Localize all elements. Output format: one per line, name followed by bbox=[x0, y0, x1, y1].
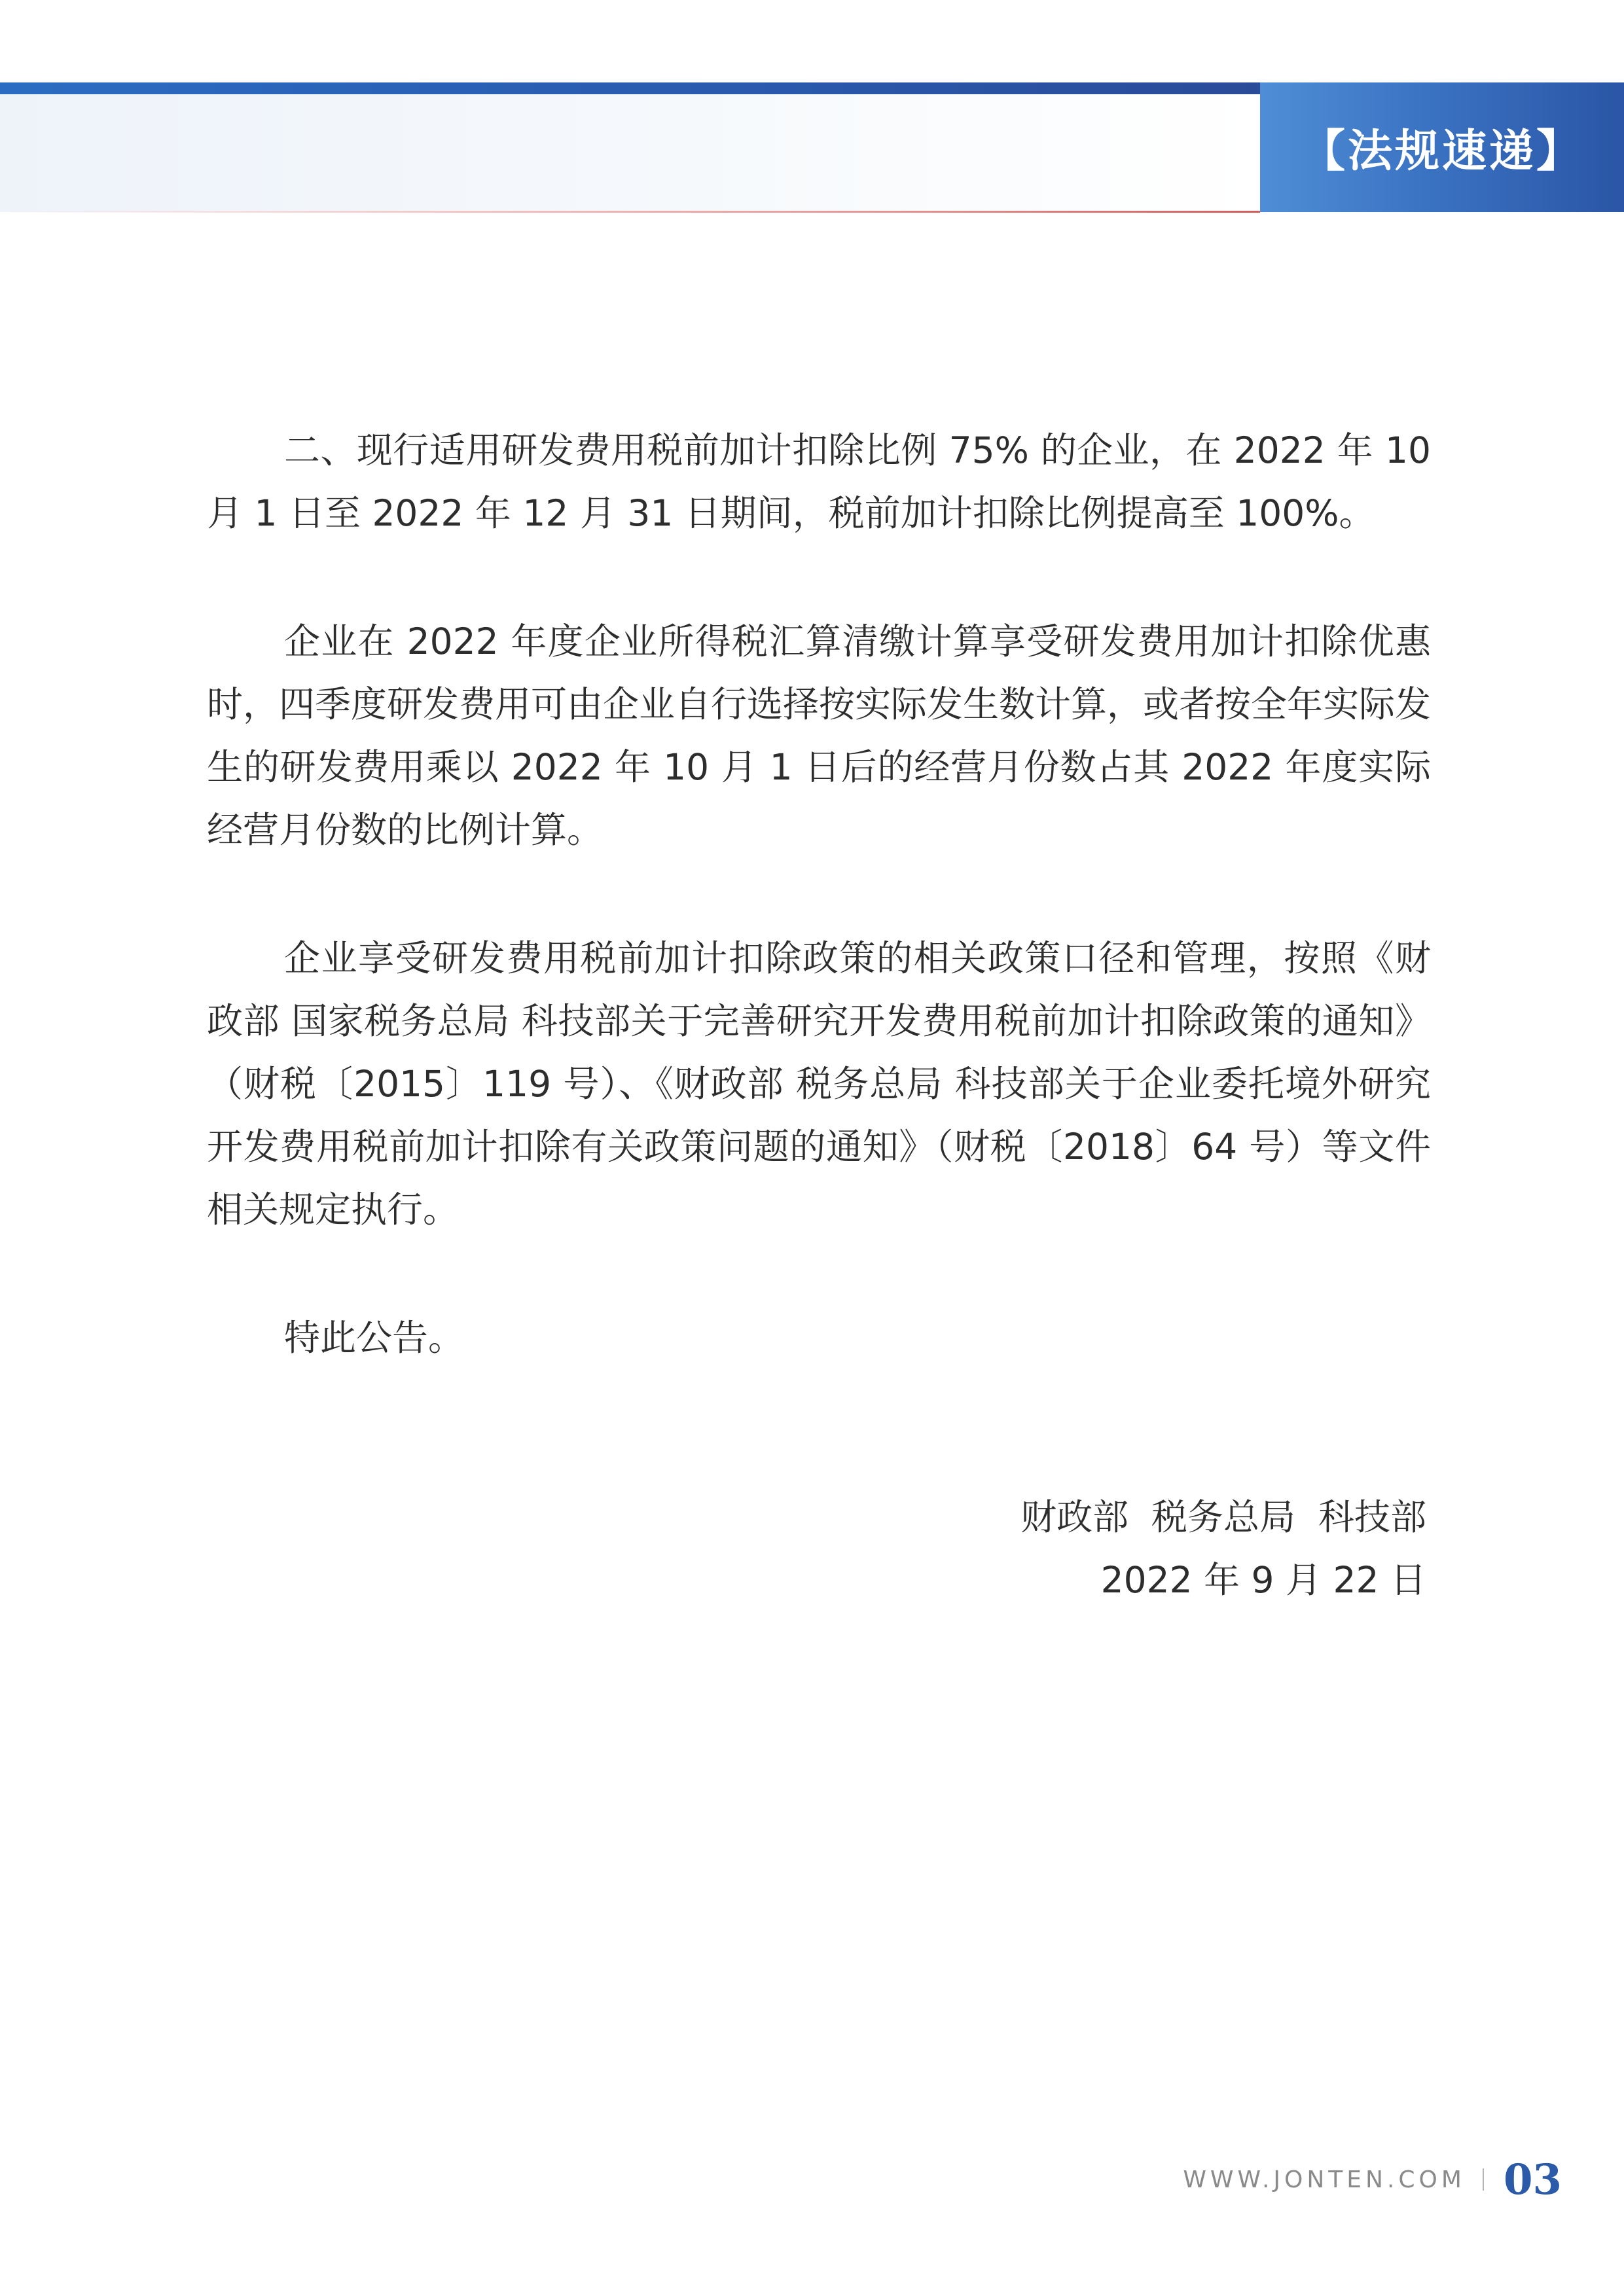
issuing-authorities: 财政部 税务总局 科技部 bbox=[1020, 1496, 1426, 1538]
page-number: 03 bbox=[1503, 2155, 1562, 2204]
footer-divider bbox=[1483, 2168, 1484, 2191]
paragraph-ratio-increase: 二、现行适用研发费用税前加计扣除比例 75% 的企业，在 2022 年 10 月 1 日至 2022 年 12 月 31 日期间，税前加计扣除比例提高至 100%。 bbox=[207, 429, 1431, 534]
paragraph-policy-reference: 企业享受研发费用税前加计扣除政策的相关政策口径和管理，按照《财政部 国家税务总局 科技部关于完善研究开发费用税前加计扣除政策的通知》（财税〔2015〕119 号）、《财政部 税务总局 科技部关于企业委托境外研究开发费用税前加计扣除有关政策问题的通知》（财税〔2018〕64 号）等文件相关规定执行。 bbox=[207, 937, 1431, 1230]
section-label: 【法规速递】 bbox=[1300, 124, 1583, 177]
header-accent-line bbox=[0, 211, 1260, 213]
signature-block bbox=[1020, 1486, 1426, 1611]
document-body bbox=[207, 419, 1431, 1467]
website-link[interactable]: WWW.JONTEN.COM bbox=[1183, 2166, 1466, 2193]
page-footer bbox=[1183, 2147, 1562, 2212]
paragraph-q4-calculation: 企业在 2022 年度企业所得税汇算清缴计算享受研发费用加计扣除优惠时，四季度研发费用可由企业自行选择按实际发生数计算，或者按全年实际发生的研发费用乘以 2022 年 10 月 1 日后的经营月份数占其 2022 年度实际经营月份数的比例计算。 bbox=[207, 620, 1432, 851]
paragraph-announcement: 特此公告。 bbox=[284, 1317, 465, 1359]
header-top-line bbox=[0, 82, 1260, 94]
section-badge bbox=[1260, 82, 1624, 212]
header-band bbox=[0, 94, 1260, 212]
issue-date: 2022 年 9 月 22 日 bbox=[1100, 1559, 1426, 1601]
